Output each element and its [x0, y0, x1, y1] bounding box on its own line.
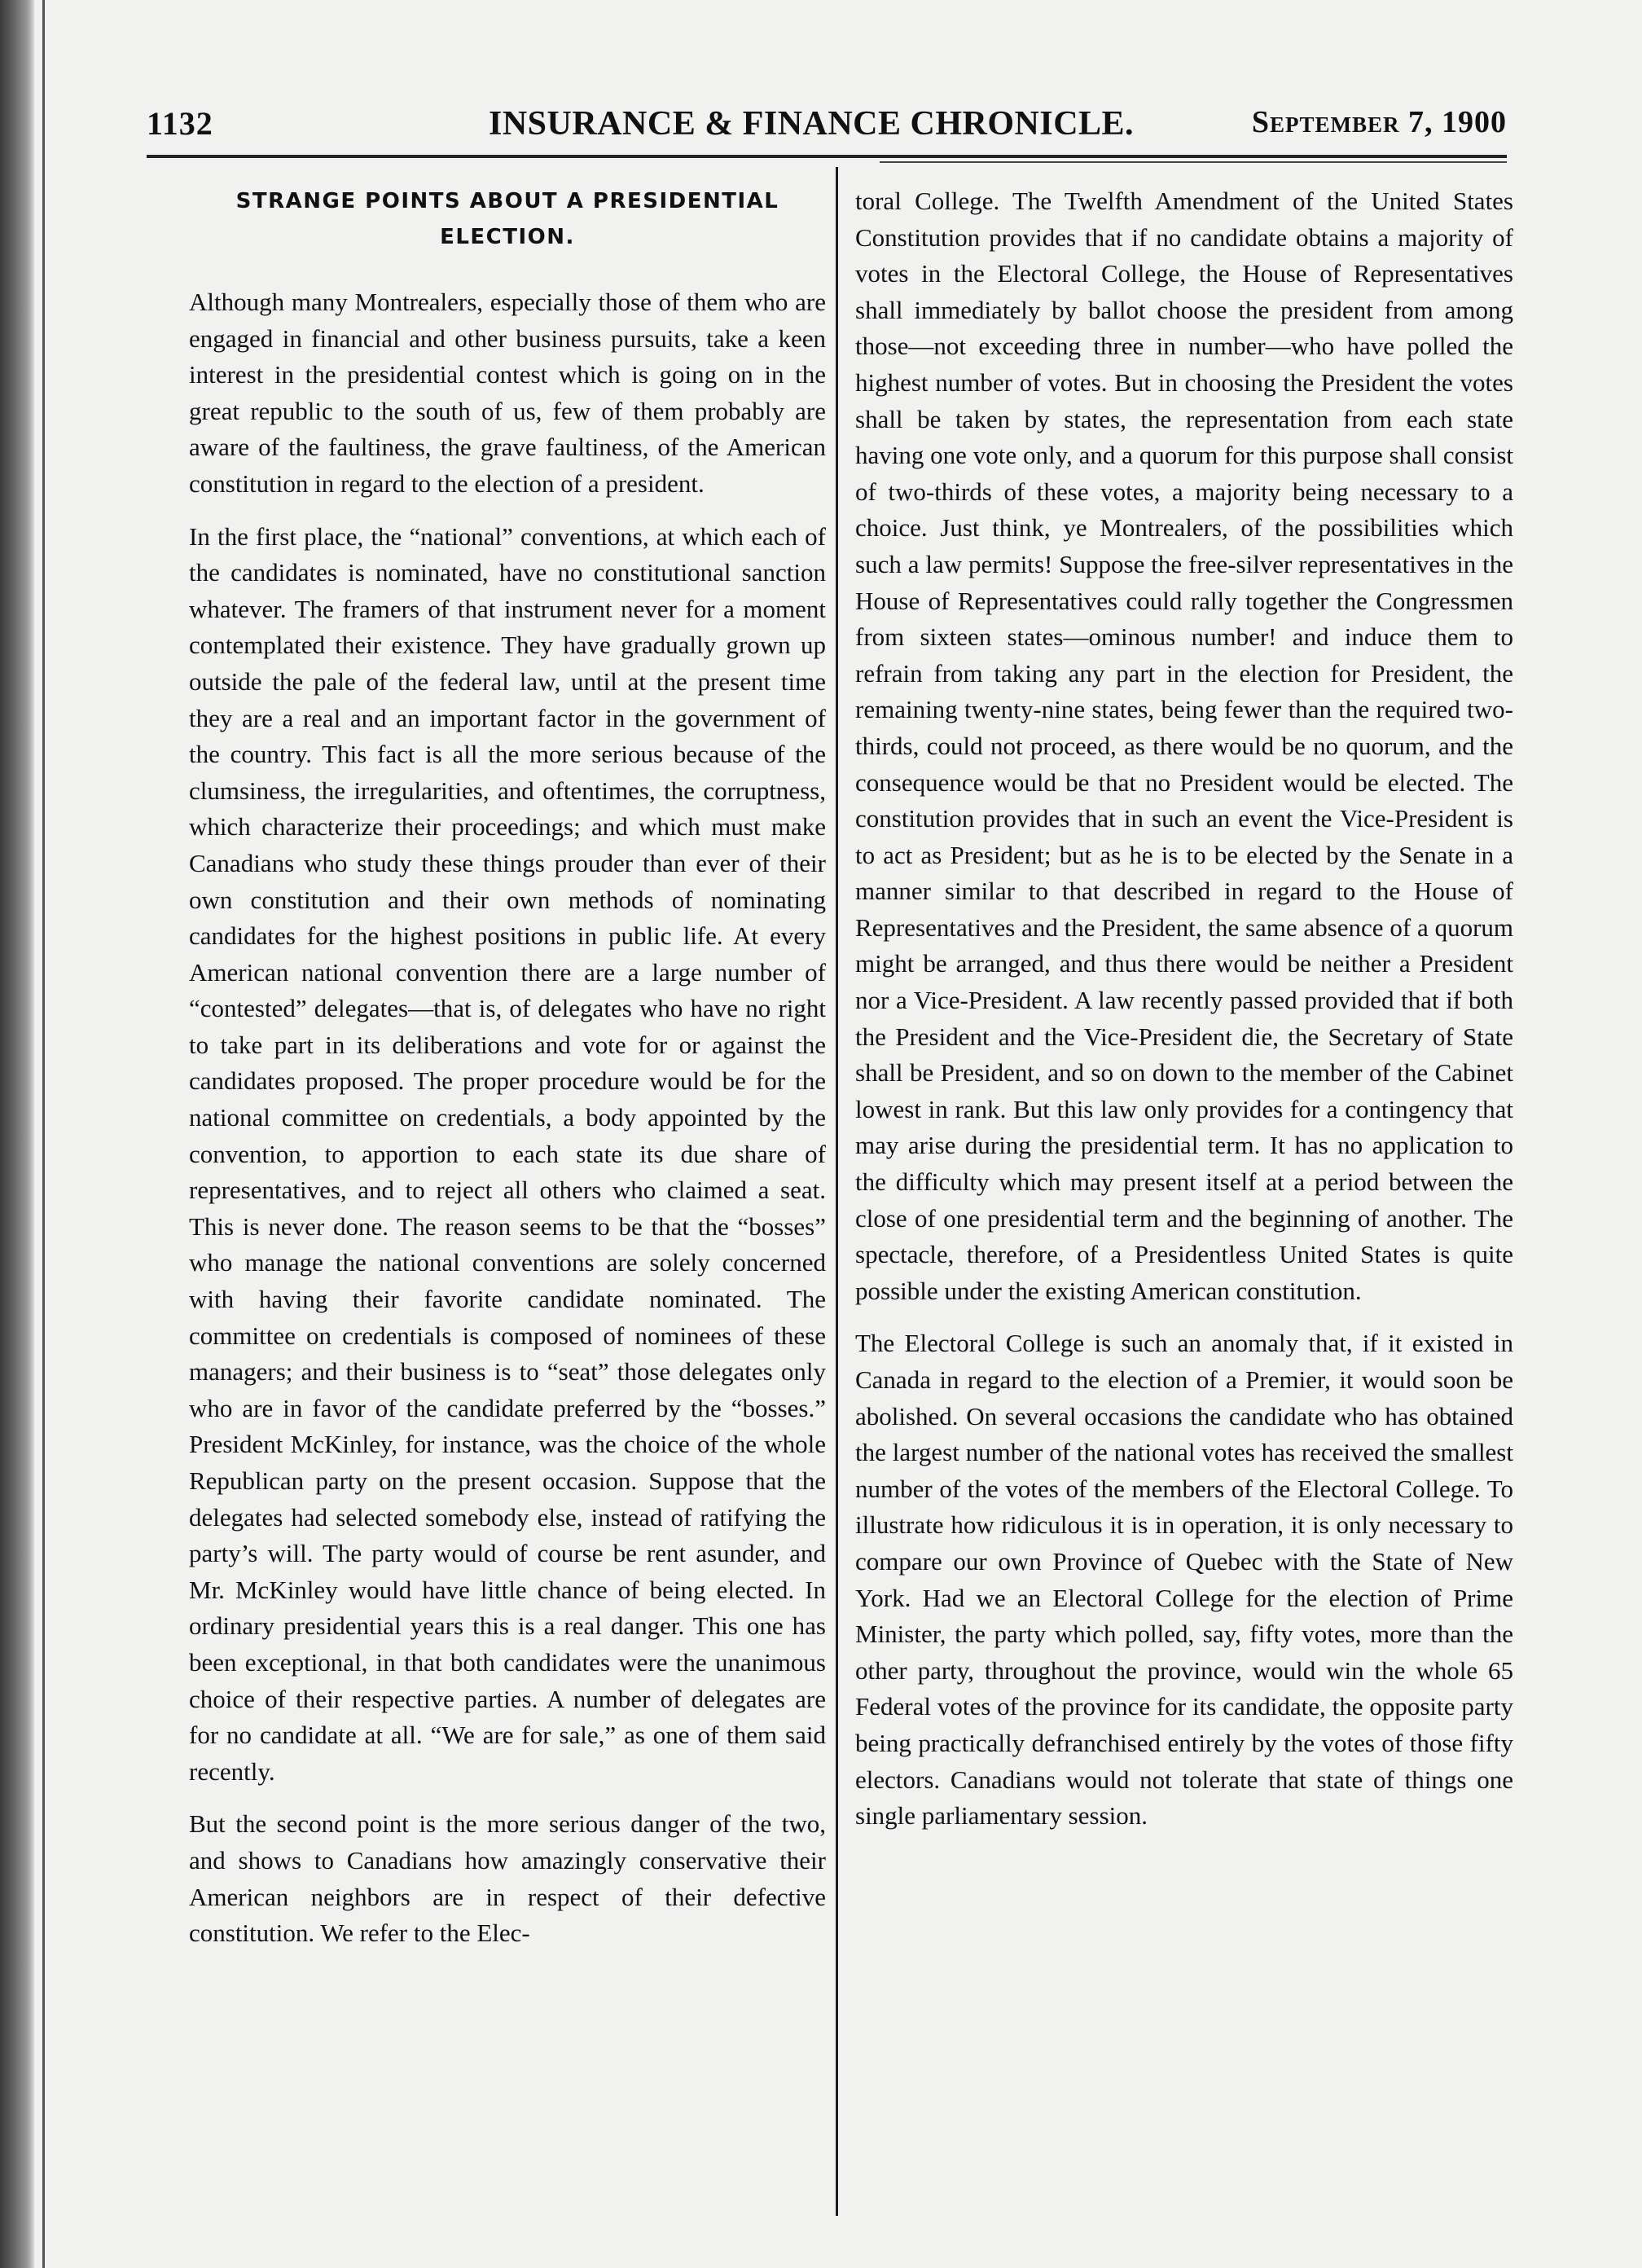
paragraph: toral College. The Twelfth Amendment of the United States Constitution provides that if no candidate obtains a majority of votes in the Electoral College, the House of Representatives shall immediately by ballot choose the president from among those—not exceeding three in number—who have polled the highest number of votes. But in choosing the President the votes shall be taken by states, the representation from each state having one vote only, and a quorum for this purpose shall consist of two-thirds of these votes, a majority being necessary to a choice. Just think, ye Montrealers, of the possibilities which such a law permits! Suppose the free-silver representatives in the House of Representatives could rally together the Congressmen from sixteen states—ominous number! and induce them to refrain from taking any part in the election for President, the remaining twenty-nine states, being fewer than the required two-thirds, could not proceed, as there would be no quorum, and the consequence would be that no President would be elected. The constitution provides that in such an event the Vice-President is to act as President; but as he is to be elected by the Senate in a manner similar to that described in regard to the House of Representatives and the President, the same absence of a quorum might be arranged, and thus there would be neither a President nor a Vice-President. A law recently passed provided that if both the President and the Vice-President die, the Secretary of State shall be President, and so on down to the member of the Cabinet lowest in rank. But this law only provides for a contingency that may arise during the presidential term. It has no application to the difficulty which may present itself at a period between the close of one presidential term and the beginning of another. The spectacle, therefore, of a Presidentless United States is quite possible under the existing American constitution.	[855, 187, 1513, 1305]
paragraph: The Electoral College is such an anomaly that, if it existed in Canada in regard to the election of a Premier, it would soon be abolished. On several occasions the candidate who has obtained the largest number of the national votes has received the smallest number of the votes of the members of the Electoral College. To illustrate how ridiculous it is in operation, it is only necessary to compare our own Province of Quebec with the State of New York. Had we an Electoral College for the election of Prime Minister, the party which polled, say, fifty votes, more than the other party, throughout the province, would win the whole 65 Federal votes of the province for its candidate, the opposite party being practically defranchised entirely by the votes of those fifty electors. Canadians would not tolerate that state of things one single parliamentary session.	[855, 1329, 1513, 1831]
article-title: STRANGE POINTS ABOUT A PRESIDENTIAL ELECTION.	[235, 189, 779, 249]
paragraph: In the first place, the “national” conventions, at which each of the candidates is nominated, have no constitutional sanction whatever. The framers of that instrument never for a moment contemplated their existence. They have gradually grown up outside the pale of the federal law, until at the present time they are a real and an important factor in the government of the country. This fact is all the more serious because of the clumsiness, the irregularities, and oftentimes, the corruptness, which characterize their proceedings; and which must make Canadians who study these things prouder than ever of their own constitution and their own methods of nominating candidates for the highest positions in public life. At every American national convention there are a large number of “contested” delegates—that is, of delegates who have no right to take part in its deliberations and vote for or against the candidates proposed. The proper procedure would be for the national committee on credentials, a body appointed by the convention, to apportion to each state its due share of representatives, and to reject all others who claimed a seat. This is never done. The reason seems to be that the “bosses” who manage the national conventions are solely concerned with having their favorite candidate nominated. The committee on credentials is composed of nominees of these managers; and their business is to “seat” those delegates only who are in favor of the candidate preferred by the “bosses.” President McKinley, for instance, was the choice of the whole Republican party on the present occasion. Suppose that the delegates had selected somebody else, instead of ratifying the party’s will. The party would of course be rent asunder, and Mr. McKinley would have little chance of being elected. In ordinary presidential years this is a real danger. This one has been exceptional, in that both candidates were the unanimous choice of their respective parties. A number of delegates are for no candidate at all. “We are for sale,” as one of them said recently.	[189, 521, 826, 1786]
header-rule-secondary	[880, 161, 1507, 163]
page-number: 1132	[147, 105, 213, 142]
header-rule	[147, 155, 1507, 158]
book-binding-shadow	[0, 0, 34, 2268]
paragraph: Although many Montrealers, especially those of them who are engaged in financial and other business pursuits, take a keen interest in the presidential contest which is going on in the great republic to the south of us, few of them probably are aware of the faultiness, the grave faultiness, of the American constitution in regard to the election of a president.	[189, 288, 826, 498]
binding-edge-line	[42, 0, 45, 2268]
paragraph: But the second point is the more serious danger of the two, and shows to Canadians how amazingly conservative their American neighbors are in respect of their defective constitution. We refer to the Elec-	[189, 1809, 826, 1948]
column-divider	[836, 167, 838, 2216]
journal-title: INSURANCE & FINANCE CHRONICLE.	[489, 105, 1135, 143]
right-column	[855, 183, 1513, 1835]
page-header	[147, 104, 1507, 153]
issue-date: September 7, 1900	[1251, 105, 1507, 139]
left-column	[189, 183, 826, 1952]
